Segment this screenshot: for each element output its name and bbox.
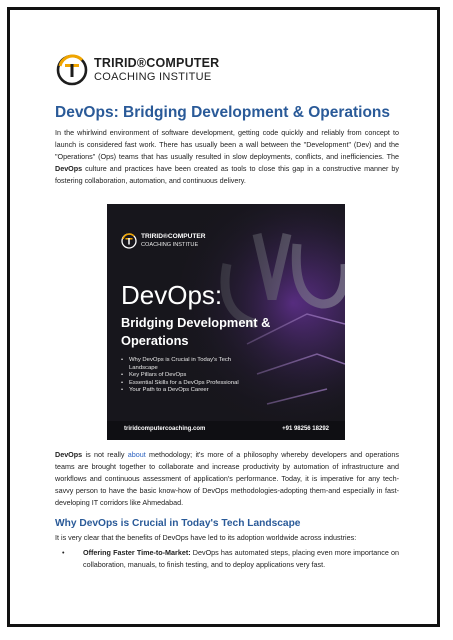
bullet-icon: • — [62, 548, 65, 557]
banner-footer — [107, 421, 345, 440]
page-title: DevOps: Bridging Development & Operations — [55, 104, 391, 121]
about-link[interactable]: about — [127, 450, 146, 459]
section-lead: It is very clear that the benefits of DevOps have led to its adoption worldwide across industries: — [55, 533, 357, 542]
logo-tagline: COACHING INSTITUE — [94, 71, 212, 83]
benefit-list — [62, 547, 399, 571]
banner-heading: DevOps: — [121, 280, 223, 310]
company-logo — [56, 54, 246, 88]
promo-banner-image — [107, 204, 345, 440]
banner-topic-item: • Why DevOps is Crucial in Today's Tech Landscape — [121, 357, 251, 372]
banner-subheading-line2: Operations — [121, 333, 189, 348]
banner-logo-tagline: COACHING INSTITUE — [141, 242, 199, 248]
banner-topic-item: • Key Pillars of DevOps — [121, 372, 251, 380]
banner-logo-emblem-icon — [121, 233, 137, 249]
benefit-item: • Offering Faster Time-to-Market: DevOps has automated steps, placing even more importance on collaboration, manuals, to finish testing, and to deploy applications very fast. — [62, 548, 400, 569]
section-heading: Why DevOps is Crucial in Today's Tech Landscape — [55, 518, 301, 529]
body-paragraph: DevOps is not really about methodology; it's more of a philosophy whereby developers and operations teams are brought together to collaborate and increase productivity by automation of infrastructure and workflows and continuous assessment of application's performance. Today, it is imperative for any tech-savvy person to have the basic know-how of DevOps methodologies-adopting them-and especially in fast-developing IT corridors like Ahmedabad. — [55, 450, 399, 507]
banner-logo-name: TRIRID®COMPUTER — [141, 233, 206, 240]
logo-name: TRIRID®COMPUTER — [94, 56, 220, 70]
banner-subheading-line1: Bridging Development & — [121, 315, 271, 330]
logo-emblem-icon — [56, 54, 88, 86]
banner-logo — [121, 232, 231, 252]
banner-topic-item: • Your Path to a DevOps Career — [121, 387, 251, 395]
banner-website: triridcomputercoaching.com — [124, 426, 206, 432]
banner-phone: +91 98256 18292 — [282, 426, 329, 432]
banner-topic-item: • Essential Skills for a DevOps Professional — [121, 380, 251, 388]
intro-paragraph: In the whirlwind environment of software development, getting code quickly and reliably from concept to launch is considered fast work. There has usually been a wall between the "Development" (Dev) and the "Operations" (Ops) teams that has usually resulted in slow deployments, conflicts, and inefficiencies. The DevOps culture and practices have been created as tools to close this gap in a constructive manner by fostering collaboration, automation, and continuous delivery. — [55, 128, 399, 185]
banner-topic-list — [121, 357, 251, 395]
